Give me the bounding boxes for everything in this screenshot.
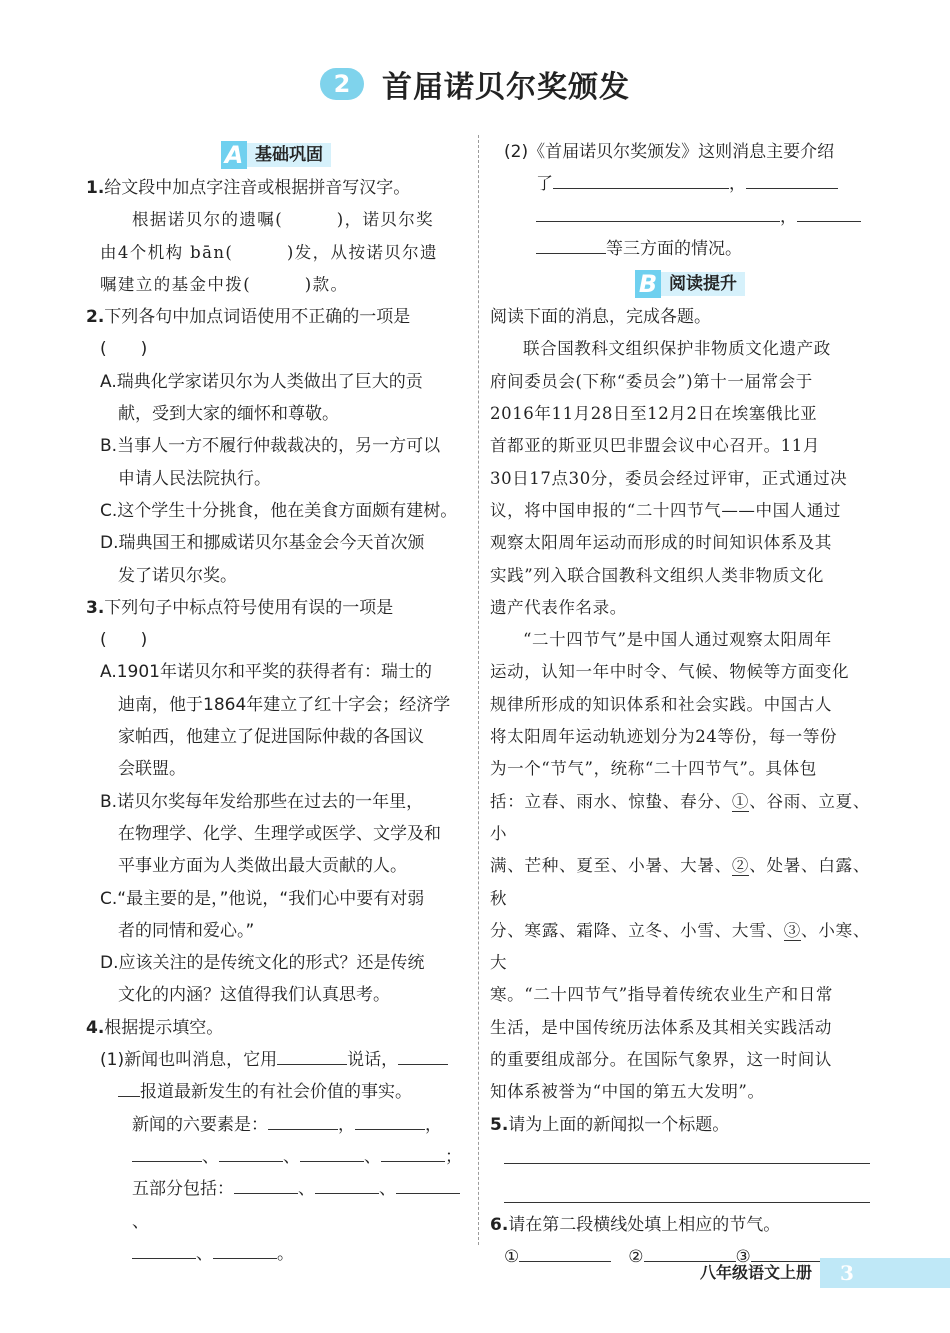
passage-line: 议，将中国申报的“二十四节气——中国人通过 [490,500,842,520]
q4-part1-line6: 、 。 [86,1238,466,1270]
q6-marker-2: ② [628,1247,644,1268]
q4-part-blank-5[interactable] [213,1238,277,1259]
page-number: 3 [820,1258,950,1288]
lesson-title: 首届诺贝尔奖颁发 [382,70,630,105]
question-4-stem [86,1012,466,1044]
passage-line: 知体系被誉为“中国的第五大发明”。 [490,1082,765,1102]
question-3-stem [86,592,466,624]
passage-line: 生活，是中国传统历法体系及其相关实践活动 [490,1017,832,1037]
passage-text: 、谷雨、立夏、小 [490,791,870,843]
q2-option-b-line1: B.当事人一方不履行仲裁裁决的，另一方可以 [100,436,441,457]
passage-line-blank-2 [490,850,870,915]
q4-part1-line1 [86,1044,466,1076]
solar-term-blank-3[interactable]: ③ [783,920,802,940]
q4-p1-text-b: 说话， [347,1050,399,1071]
left-column [86,136,466,1270]
passage-line: 运动，认知一年中时令、气候、物候等方面变化 [490,662,850,682]
q4-element-blank-2[interactable] [355,1109,425,1130]
q4-part1-line2 [86,1076,466,1108]
passage-line: 府间委员会(下称“委员会”)第十一届常会于 [490,371,813,391]
q4-part2-line3: ， [490,201,870,233]
solar-term-blank-1[interactable]: ① [731,791,750,811]
q3-option-a-line1: A.1901年诺贝尔和平奖的获得者有：瑞士的 [100,662,432,683]
passage-text: 满、芒种、夏至、小暑、大暑、 [490,856,732,876]
q6-marker-3: ③ [735,1247,751,1268]
q4-num: 4. [86,1017,105,1038]
passage-line: 2016年11月28日至12月2日在埃塞俄比亚 [490,404,818,424]
q3-option-c-line2: 者的同情和爱心。” [118,920,255,941]
q4-blank-2b[interactable] [118,1076,140,1097]
q4-p2-text-b: 了 [536,174,553,195]
q4-blank-1[interactable] [277,1044,347,1065]
q4-element-blank-4[interactable] [219,1141,283,1162]
q2-option-d-line1: D.瑞典国王和挪威诺贝尔基金会今天首次颁 [100,533,425,554]
q4-p2-text-c: 等三方面的情况。 [606,238,742,259]
passage-text: 、小寒、大 [490,920,870,973]
passage-line: 为一个“节气”，统称“二十四节气”。具体包 [490,759,817,779]
q3-option-b-line3: 平事业方面为人类做出最大贡献的人。 [118,856,407,877]
passage-line: 寒。“二十四节气”指导着传统农业生产和日常 [490,985,833,1005]
q1-text: 给文段中加点字注音或根据拼音写汉字。 [104,178,411,198]
q4-element-blank-5[interactable] [300,1141,364,1162]
passage-line-blank-1 [490,786,870,851]
q3-option-b-line2: 在物理学、化学、生理学或医学、文学及和 [118,823,441,844]
q5-answer-line-1[interactable] [504,1141,870,1164]
q3-option-c-line1: C.“最主要的是，”他说，“我们心中要有对弱 [100,888,425,909]
q4-part1-line5: 五部分包括： 、 、、 [86,1173,466,1238]
passage-line: 将太阳周年运动轨迹划分为24等份，每一等份 [490,727,838,747]
column-divider [478,135,479,1245]
right-column [490,136,870,1274]
q4-p2-blank-2[interactable] [746,168,838,189]
q1-line-1: 根据诺贝尔的遗嘱( )，诺贝尔奖 [132,210,435,230]
q2-option-a-line1: A.瑞典化学家诺贝尔为人类做出了巨大的贡 [100,371,423,392]
q4-blank-2[interactable] [398,1044,448,1065]
passage-line: 的重要组成部分。在国际气象界，这一时间认 [490,1050,832,1070]
passage-line: “二十四节气”是中国人通过观察太阳周年 [523,630,832,650]
q3-answer-paren: ( ) [100,630,148,651]
q2-option-b-line2: 申请人民法院执行。 [118,468,271,489]
q3-option-b-line1: B.诺贝尔奖每年发给那些在过去的一年里， [100,791,424,812]
q3-option-a-line3: 家帕西，他建立了促进国际仲裁的各国议 [118,727,424,748]
q6-marker-1: ① [504,1247,520,1268]
q4-p1-text-d: 新闻的六要素是： [132,1114,268,1135]
question-1-stem [86,172,466,204]
question-2-stem [86,301,466,333]
section-b-header [510,265,870,301]
passage-line: 实践”列入联合国教科文组织人类非物质文化 [490,565,824,585]
q4-element-blank-3[interactable] [132,1141,202,1162]
section-a-label: 基础巩固 [247,143,331,167]
passage-line: 观察太阳周年运动而形成的时间知识体系及其 [490,533,832,553]
reading-intro: 阅读下面的消息，完成各题。 [490,307,711,328]
section-a-header [86,136,466,172]
q1-num: 1. [86,178,105,198]
q4-part2-line1: (2)《首届诺贝尔奖颁发》这则消息主要介绍 [504,142,835,162]
passage-line: 首都亚的斯亚贝巴非盟会议中心召开。11月 [490,436,820,456]
lesson-number-badge: 2 [320,68,364,100]
q4-p1-text-e: 五部分包括： [132,1179,234,1200]
q2-text: 下列各句中加点词语使用不正确的一项是 [104,307,411,328]
q5-answer-line-2[interactable] [504,1164,870,1203]
q2-option-d-line2: 发了诺贝尔奖。 [118,565,237,586]
q2-option-a-line2: 献，受到大家的缅怀和尊敬。 [118,404,339,425]
q4-element-blank-6[interactable] [381,1141,445,1162]
q3-option-d-line2: 文化的内涵？这值得我们认真思考。 [118,985,390,1006]
q2-answer-paren: ( ) [100,339,148,360]
q4-part2-line4 [490,233,870,265]
q3-option-d-line1: D.应该关注的是传统文化的形式？还是传统 [100,953,425,974]
page-footer [0,1258,950,1288]
section-b-letter: B [635,270,661,298]
q4-part-blank-1[interactable] [234,1173,298,1194]
q3-option-a-line2: 迪南，他于1864年建立了红十字会；经济学 [118,694,451,715]
page-title [0,62,950,106]
passage-text: 、处暑、白露、秋 [490,856,870,908]
question-5-stem [490,1109,870,1141]
q3-text: 下列句子中标点符号使用有误的一项是 [104,597,394,618]
q1-line-2: 由4个机构 bān( )发，从按诺贝尔遗 [100,242,438,262]
q4-p2-blank-4[interactable] [797,201,861,222]
book-name: 八年级语文上册 [699,1263,812,1282]
q1-line-3: 嘱建立的基金中拨( )款。 [100,274,349,294]
passage-line: 30日17点30分，委员会经过评审，正式通过决 [490,468,848,488]
q3-option-a-line4: 会联盟。 [118,759,186,780]
q4-part1-line4: 、 、 、 ； [86,1141,466,1173]
passage-line: 遗产代表作名录。 [490,597,627,617]
section-b-label: 阅读提升 [661,272,745,296]
passage-line-blank-3 [490,915,870,980]
q2-num: 2. [86,307,105,328]
passage-text: 分、寒露、霜降、立冬、小雪、大雪、 [490,920,784,940]
q4-element-blank-1[interactable] [268,1109,338,1130]
q4-p2-blank-1[interactable] [553,168,729,189]
q4-text: 根据提示填空。 [104,1017,224,1038]
q3-num: 3. [86,597,105,618]
q5-num: 5. [490,1114,509,1135]
section-a-letter: A [221,141,247,169]
solar-term-blank-2[interactable]: ② [731,856,750,876]
q4-p2-blank-3[interactable] [536,201,780,222]
q4-p2-blank-5[interactable] [536,233,606,254]
q6-text: 请在第二段横线处填上相应的节气。 [508,1214,781,1235]
question-6-stem [490,1209,870,1241]
q4-part-blank-2[interactable] [315,1173,379,1194]
q4-part2-line2: 了 ， [490,168,870,200]
passage-line: 联合国教科文组织保护非物质文化遗产政 [523,339,831,359]
q5-text: 请为上面的新闻拟一个标题。 [508,1114,730,1135]
q2-option-c: C.这个学生十分挑食，他在美食方面颇有建树。 [100,500,458,521]
q4-p1-text-a: (1)新闻也叫消息，它用 [100,1050,278,1071]
q6-num: 6. [490,1214,509,1235]
q4-p1-text-c: 报道最新发生的有社会价值的事实。 [140,1082,412,1103]
passage-text: 括：立春、雨水、惊蛰、春分、 [490,791,732,811]
passage-line: 规律所形成的知识体系和社会实践。中国古人 [490,694,832,714]
q4-part1-line3: 新闻的六要素是： ， ， [86,1109,466,1141]
news-passage [490,333,870,1108]
q4-part-blank-3[interactable] [396,1173,460,1194]
q4-part-blank-4[interactable] [132,1238,196,1259]
